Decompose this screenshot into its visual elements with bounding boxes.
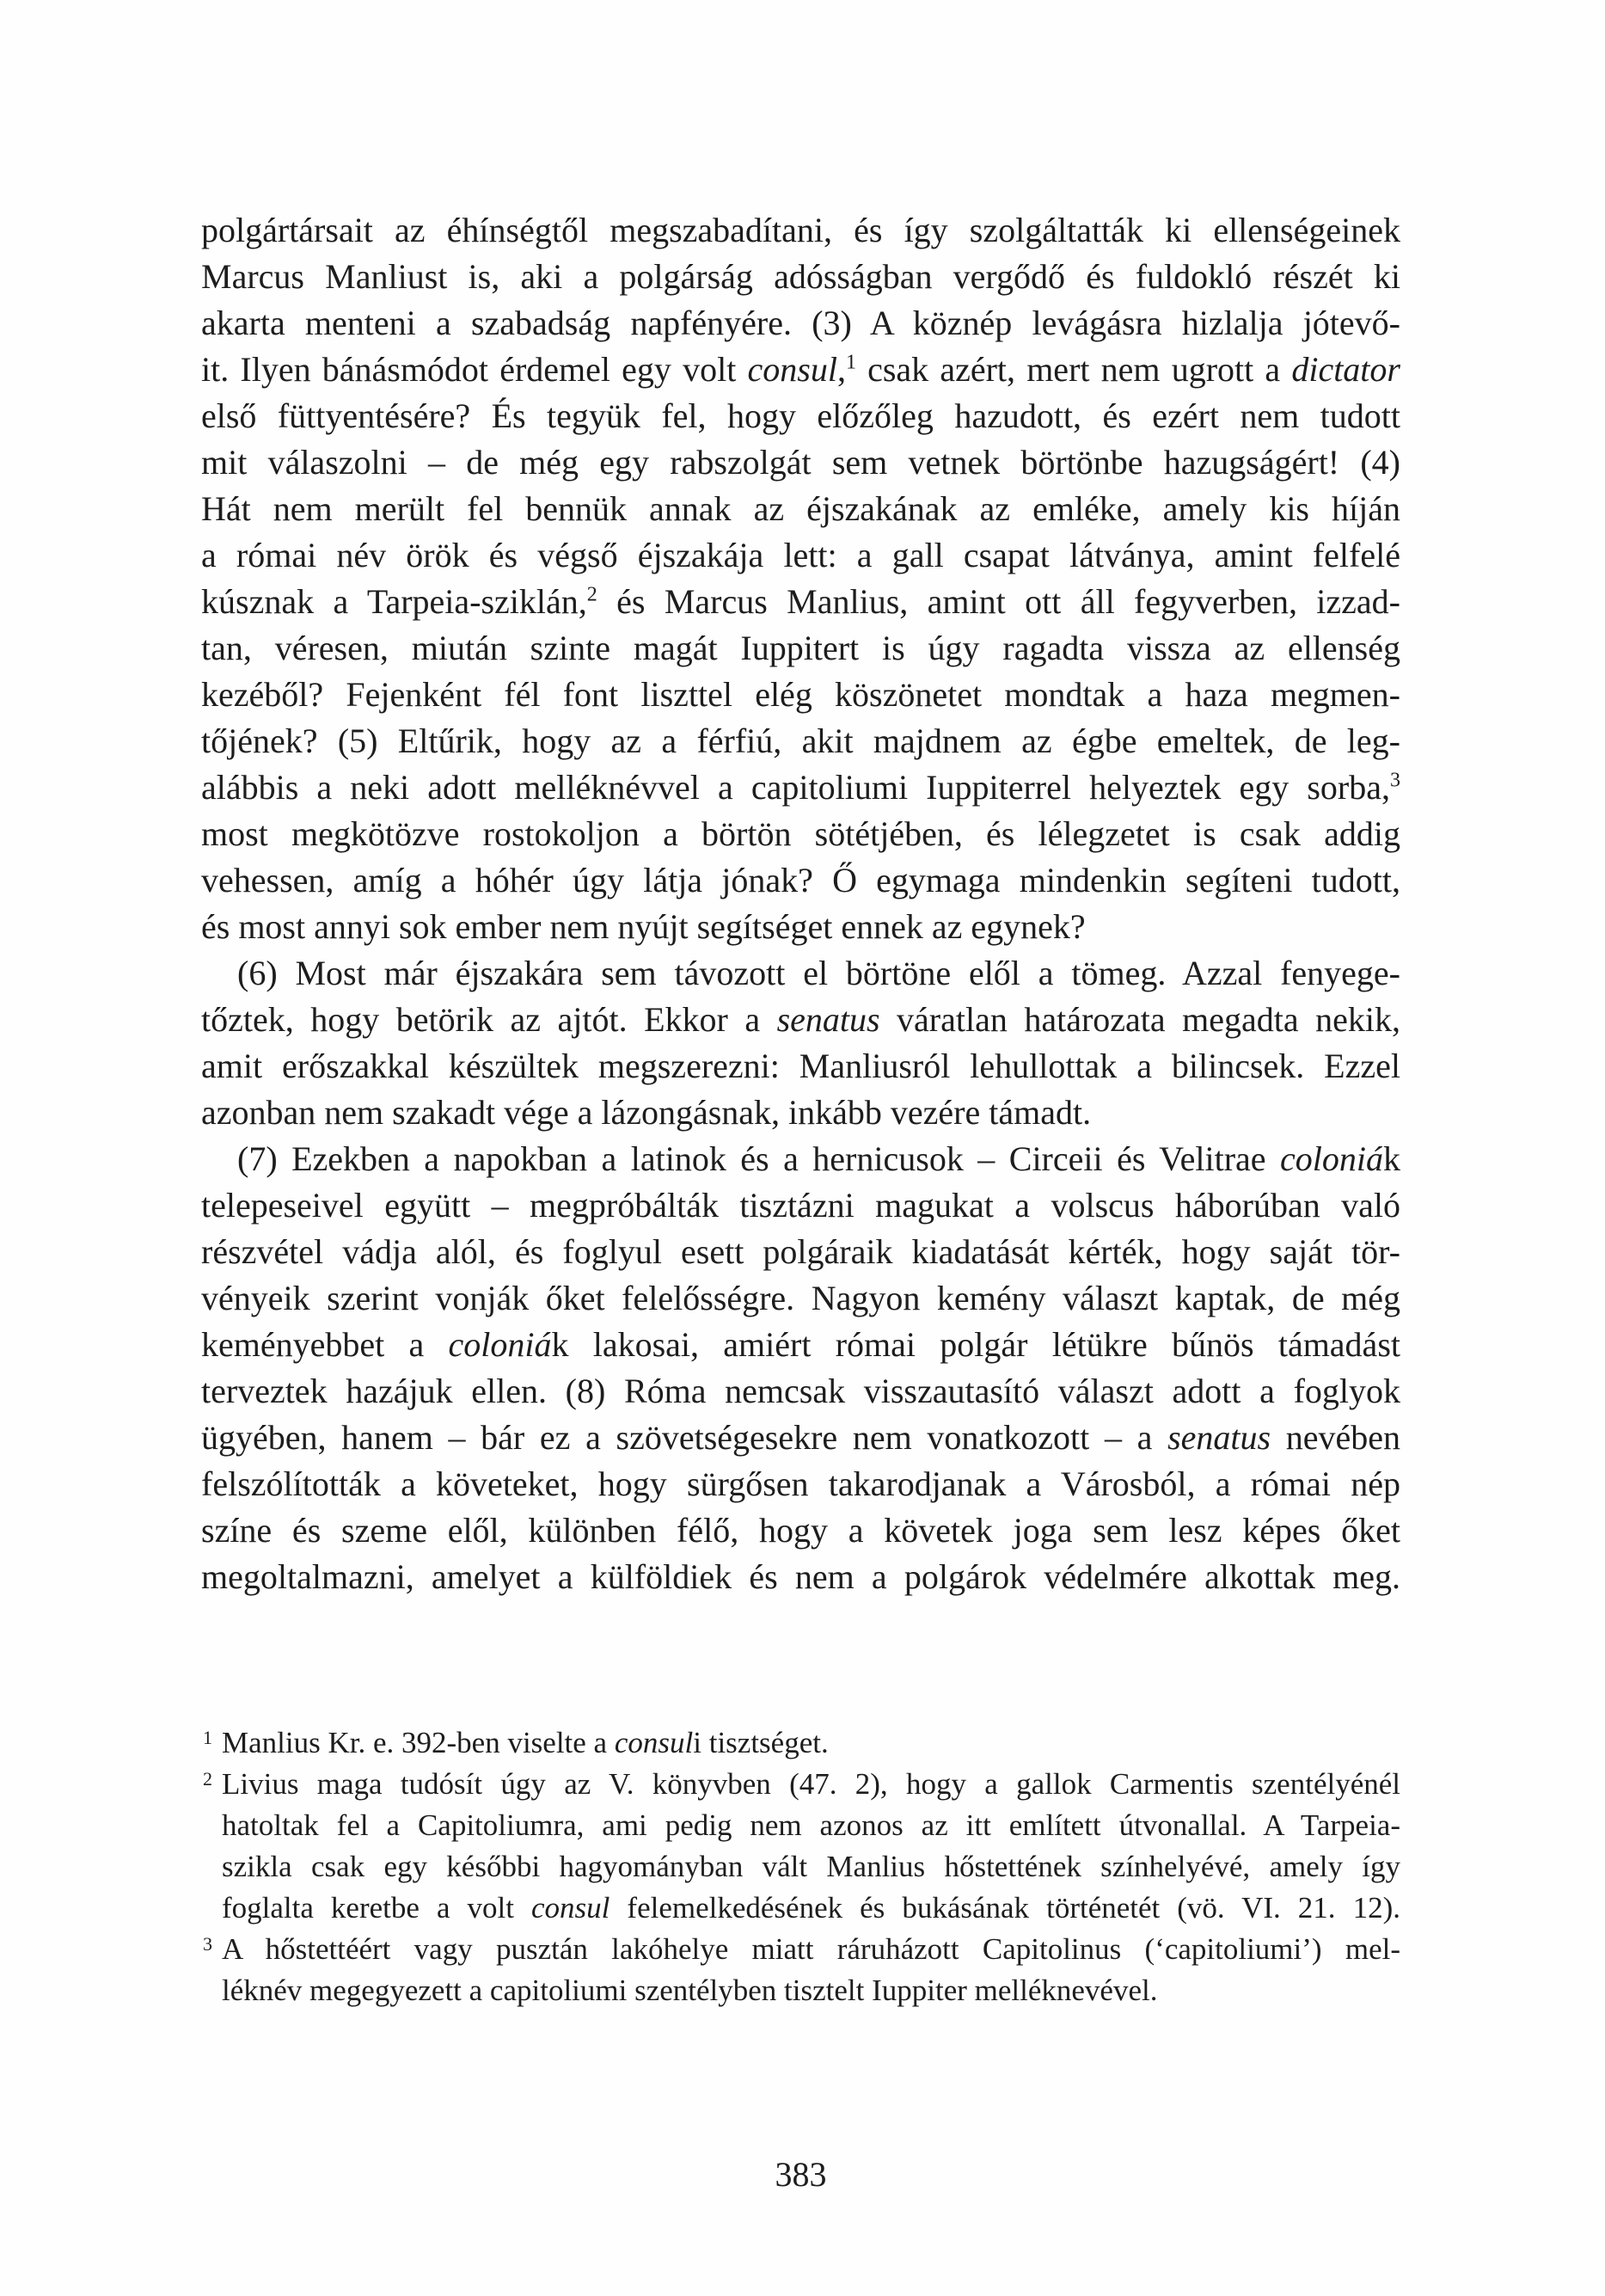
text-line (201, 1136, 1400, 1182)
italic-term: consul (614, 1726, 694, 1759)
text-line (201, 764, 1400, 811)
text-run: terveztek hazájuk ellen. (8) Róma nemcsak visszautasító választ adott a foglyok (201, 1372, 1400, 1410)
text-run: felemelkedésének és bukásának történetét (vö. VI. 21. 12). (610, 1891, 1400, 1925)
footnote-marker: 3 (203, 1933, 212, 1955)
text-line (201, 439, 1400, 486)
text-run: felszólították a követeket, hogy sürgősen takarodjanak a Városból, a római nép (201, 1464, 1400, 1503)
text-run: váratlan határozata megadta nekik, (879, 1000, 1400, 1039)
footnote-line (222, 1929, 1400, 1970)
text-line (201, 857, 1400, 904)
text-run: Manlius Kr. e. 392-ben viselte a (222, 1726, 615, 1759)
text-run: ügyében, hanem – bár ez a szövetségesekre nem vonatkozott – a (201, 1418, 1168, 1457)
footnote (201, 1764, 1400, 1929)
text-run: léknév megegyezett a capitoliumi szentélyben tisztelt Iuppiter melléknevével. (222, 1974, 1158, 2007)
text-run: polgártársait az éhínségtől megszabadítani, és így szolgáltatták ki ellenségeinek (201, 211, 1400, 249)
italic-term: consul (747, 350, 837, 389)
text-line (201, 672, 1400, 718)
text-run: nevében (1271, 1418, 1401, 1457)
text-run: tan, véresen, miután szinte magát Iuppitert is úgy ragadta vissza az ellenség (201, 629, 1400, 667)
text-run: it. Ilyen bánásmódot érdemel egy volt (201, 350, 748, 389)
text-run: alábbis a neki adott melléknévvel a capitoliumi Iuppiterrel helyeztek egy sorba, (201, 768, 1390, 807)
footnote-marker: 2 (203, 1768, 212, 1790)
text-line (201, 1368, 1400, 1415)
text-line (201, 579, 1400, 625)
text-run: akarta menteni a szabadság napfényére. (3) A köznép levágásra hizlalja jótevő- (201, 304, 1400, 342)
text-run: és most annyi sok ember nem nyújt segítséget ennek az egynek? (201, 907, 1086, 946)
footnote (201, 1722, 1400, 1764)
footnote-marker: 1 (203, 1727, 212, 1748)
text-line (201, 486, 1400, 532)
text-line (201, 207, 1400, 254)
italic-term: senatus (1167, 1418, 1271, 1457)
text-line (201, 532, 1400, 579)
italic-term: consul (531, 1891, 610, 1925)
paragraph (201, 1136, 1400, 1600)
italic-term: coloniá (1280, 1139, 1383, 1178)
text-run: hatoltak fel a Capitoliumra, ami pedig nem azonos az itt említett útvonallal. A Tarpeia- (222, 1808, 1400, 1842)
text-line (201, 950, 1400, 997)
text-run: csak azért, mert nem ugrott a (855, 350, 1292, 389)
footnote-line (222, 1764, 1400, 1805)
footnotes (201, 1722, 1400, 2011)
page-number: 383 (775, 2155, 827, 2194)
italic-term: dictator (1291, 350, 1400, 389)
text-run: i tisztséget. (693, 1726, 829, 1759)
text-line (201, 1461, 1400, 1507)
text-run: a római név örök és végső éjszakája lett: a gall csapat látványa, amint felfelé (201, 536, 1400, 574)
text-run: részvétel vádja alól, és foglyul esett polgáraik kiadatását kérték, hogy saját tör- (201, 1232, 1400, 1271)
text-run: Hát nem merült fel bennük annak az éjszakának az emléke, amely kis híján (201, 489, 1400, 528)
text-run: Livius maga tudósít úgy az V. könyvben (47. 2), hogy a gallok Carmentis szentélyénél (222, 1767, 1400, 1801)
text-line (201, 625, 1400, 672)
text-run: vehessen, amíg a hóhér úgy látja jónak? Ő egymaga mindenkin segíteni tudott, (201, 861, 1400, 899)
text-run: vényeik szerint vonják őket felelősségre. Nagyon kemény választ kaptak, de még (201, 1279, 1400, 1317)
text-line (201, 254, 1400, 300)
text-line (201, 300, 1400, 347)
text-run: Marcus Manliust is, aki a polgárság adósságban vergődő és fuldokló részét ki (201, 257, 1400, 296)
footnote (201, 1929, 1400, 2011)
text-run: szikla csak egy későbbi hagyományban vált Manlius hőstettének színhelyévé, amely így (222, 1850, 1400, 1883)
text-run: , (836, 350, 846, 389)
text-line (201, 1275, 1400, 1322)
text-line (201, 997, 1400, 1043)
footnote-line (222, 1970, 1400, 2011)
text-line (201, 1090, 1400, 1136)
text-run: mit válaszolni – de még egy rabszolgát sem vetnek börtönbe hazugságért! (4) (201, 443, 1400, 482)
text-line (201, 347, 1400, 393)
italic-term: coloniá (448, 1325, 552, 1364)
italic-term: senatus (776, 1000, 880, 1039)
paragraph (201, 207, 1400, 950)
text-line (201, 1229, 1400, 1275)
text-run: A hőstettéért vagy pusztán lakóhelye miatt ráruházott Capitolinus (‘capitoliumi’) mel- (222, 1932, 1400, 1966)
text-line (201, 1507, 1400, 1554)
text-run: telepeseivel együtt – megpróbálták tisztázni magukat a volscus háborúban való (201, 1186, 1400, 1225)
text-line (201, 1554, 1400, 1600)
text-line (201, 1415, 1400, 1461)
text-line (201, 811, 1400, 857)
text-run: tőjének? (5) Eltűrik, hogy az a férfiú, akit majdnem az égbe emeltek, de leg- (201, 721, 1400, 760)
text-run: most megkötözve rostokoljon a börtön sötétjében, és lélegzetet is csak addig (201, 814, 1400, 853)
footnote-line (222, 1805, 1400, 1846)
text-run: (7) Ezekben a napokban a latinok és a hernicusok – Circeii és Velitrae (237, 1139, 1281, 1178)
text-run: azonban nem szakadt vége a lázongásnak, inkább vezére támadt. (201, 1093, 1092, 1132)
footnote-ref: 2 (586, 583, 597, 606)
text-run: és Marcus Manlius, amint ott áll fegyverben, izzad- (597, 582, 1401, 621)
text-run: tőztek, hogy betörik az ajtót. Ekkor a (201, 1000, 777, 1039)
text-line (201, 718, 1400, 764)
text-run: keményebbet a (201, 1325, 449, 1364)
text-line (201, 393, 1400, 439)
footnote-ref: 3 (1390, 769, 1400, 792)
text-run: k lakosai, amiért római polgár létükre bűnös támadást (551, 1325, 1400, 1364)
text-run: amit erőszakkal készültek megszerezni: Manliusról lehullottak a bilincsek. Ezzel (201, 1047, 1400, 1085)
text-line (201, 904, 1400, 950)
text-run: első füttyentésére? És tegyük fel, hogy előzőleg hazudott, és ezért nem tudott (201, 396, 1400, 435)
footnote-line (222, 1722, 1400, 1764)
text-run: kezéből? Fejenként fél font liszttel elég köszönetet mondtak a haza megmen- (201, 675, 1400, 714)
text-line (201, 1322, 1400, 1368)
footnote-line (222, 1846, 1400, 1888)
text-line (201, 1182, 1400, 1229)
text-run: megoltalmazni, amelyet a külföldiek és nem a polgárok védelmére alkottak meg. (201, 1557, 1400, 1596)
text-run: k (1383, 1139, 1400, 1178)
text-run: (6) Most már éjszakára sem távozott el börtöne elől a tömeg. Azzal fenyege- (237, 954, 1400, 992)
main-text (201, 207, 1400, 1600)
text-run: kúsznak a Tarpeia-sziklán, (201, 582, 587, 621)
text-run: foglalta keretbe a volt (222, 1891, 531, 1925)
paragraph (201, 950, 1400, 1136)
footnote-ref: 1 (845, 351, 856, 374)
text-line (201, 1043, 1400, 1090)
text-run: színe és szeme elől, különben félő, hogy a követek joga sem lesz képes őket (201, 1511, 1400, 1550)
footnote-line (222, 1888, 1400, 1929)
